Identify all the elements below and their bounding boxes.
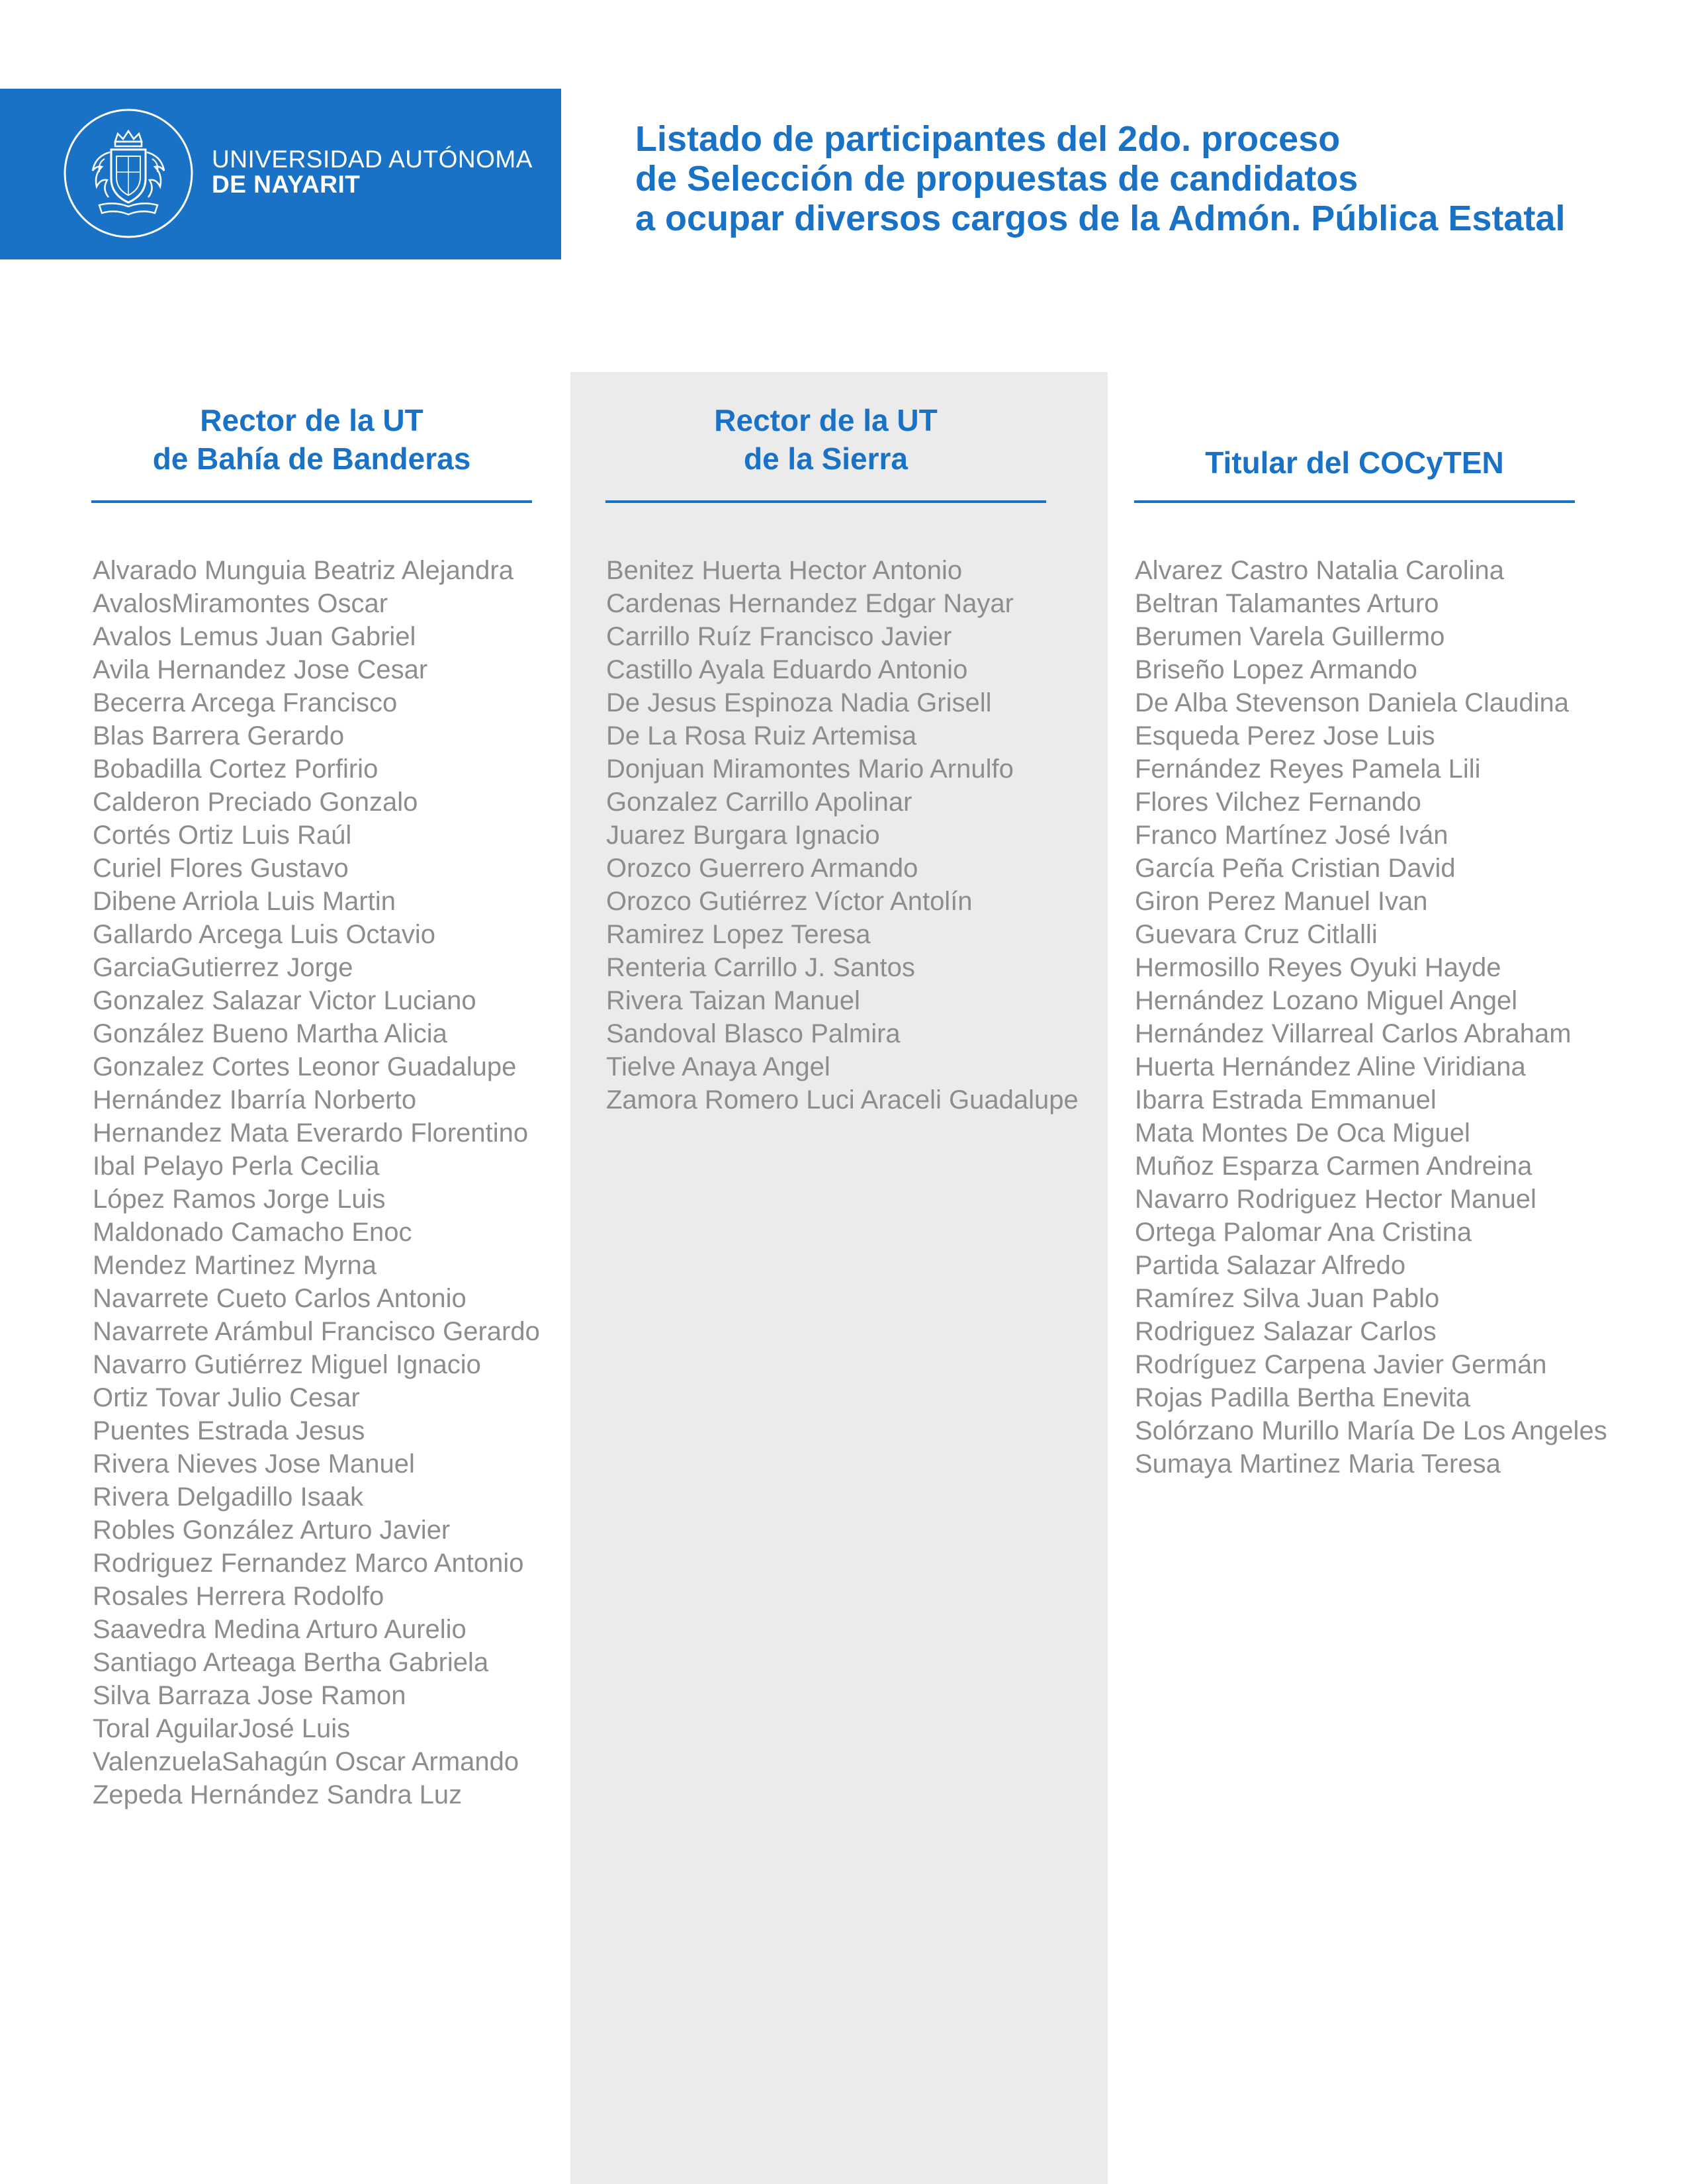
candidate-name: Blas Barrera Gerardo xyxy=(93,721,345,751)
candidate-name: Ortiz Tovar Julio Cesar xyxy=(93,1383,360,1412)
candidate-list-titular-cocyten xyxy=(1135,554,1607,1480)
candidate-name: Rodriguez Salazar Carlos xyxy=(1135,1317,1437,1346)
candidate-name: Cortés Ortiz Luis Raúl xyxy=(93,821,352,850)
candidate-name: Ibarra Estrada Emmanuel xyxy=(1135,1085,1437,1115)
column-divider-rule xyxy=(91,500,532,503)
university-name xyxy=(212,147,533,197)
candidate-name: Partida Salazar Alfredo xyxy=(1135,1251,1406,1280)
document-title-line: Listado de participantes del 2do. proceso xyxy=(635,119,1341,159)
candidate-name: Orozco Guerrero Armando xyxy=(606,854,918,883)
column-heading-line: de Bahía de Banderas xyxy=(152,441,471,476)
candidate-name: Rivera Nieves Jose Manuel xyxy=(93,1449,415,1479)
candidate-name: Castillo Ayala Eduardo Antonio xyxy=(606,655,968,684)
candidate-name: Rivera Delgadillo Isaak xyxy=(93,1482,364,1512)
candidate-list-ut-de-la-sierra xyxy=(606,554,1079,1116)
candidate-name: Orozco Gutiérrez Víctor Antolín xyxy=(606,887,973,916)
candidate-name: González Bueno Martha Alicia xyxy=(93,1019,447,1048)
candidate-name: Beltran Talamantes Arturo xyxy=(1135,589,1439,618)
column-heading-line: Titular del COCyTEN xyxy=(1205,445,1504,480)
candidate-name: Sandoval Blasco Palmira xyxy=(606,1019,901,1048)
candidate-name: De La Rosa Ruiz Artemisa xyxy=(606,721,917,751)
document-title xyxy=(635,119,1667,238)
candidate-name: Puentes Estrada Jesus xyxy=(93,1416,365,1445)
candidate-name: Santiago Arteaga Bertha Gabriela xyxy=(93,1648,489,1677)
candidate-name: Donjuan Miramontes Mario Arnulfo xyxy=(606,754,1014,784)
column-heading-line: Rector de la UT xyxy=(714,403,938,437)
candidate-name: Ibal Pelayo Perla Cecilia xyxy=(93,1152,380,1181)
candidate-name: Giron Perez Manuel Ivan xyxy=(1135,887,1428,916)
candidate-name: Muñoz Esparza Carmen Andreina xyxy=(1135,1152,1533,1181)
candidate-name: Guevara Cruz Citlalli xyxy=(1135,920,1378,949)
candidate-name: Tielve Anaya Angel xyxy=(606,1052,830,1081)
candidate-name: Gonzalez Salazar Victor Luciano xyxy=(93,986,476,1015)
candidate-name: Fernández Reyes Pamela Lili xyxy=(1135,754,1481,784)
candidate-name: Ortega Palomar Ana Cristina xyxy=(1135,1218,1472,1247)
column-heading-line: de la Sierra xyxy=(743,441,909,476)
candidate-name: Bobadilla Cortez Porfirio xyxy=(93,754,378,784)
candidate-name: Avalos Lemus Juan Gabriel xyxy=(93,622,416,651)
candidate-name: Huerta Hernández Aline Viridiana xyxy=(1135,1052,1526,1081)
candidate-name: Zepeda Hernández Sandra Luz xyxy=(93,1780,463,1809)
candidate-name: Benitez Huerta Hector Antonio xyxy=(606,556,963,585)
candidate-name: De Alba Stevenson Daniela Claudina xyxy=(1135,688,1569,717)
university-name-line1: UNIVERSIDAD AUTÓNOMA xyxy=(212,146,533,173)
candidate-name: Berumen Varela Guillermo xyxy=(1135,622,1445,651)
candidate-name: Calderon Preciado Gonzalo xyxy=(93,788,418,817)
candidate-name: Alvarez Castro Natalia Carolina xyxy=(1135,556,1505,585)
document-title-line: a ocupar diversos cargos de la Admón. Pública Estatal xyxy=(635,199,1566,238)
candidate-name: Gonzalez Cortes Leonor Guadalupe xyxy=(93,1052,517,1081)
candidate-name: Esqueda Perez Jose Luis xyxy=(1135,721,1435,751)
candidate-name: Navarro Rodriguez Hector Manuel xyxy=(1135,1185,1536,1214)
column-heading-line: Rector de la UT xyxy=(200,403,423,437)
candidate-name: Alvarado Munguia Beatriz Alejandra xyxy=(93,556,513,585)
document-title-line: de Selección de propuestas de candidatos xyxy=(635,159,1358,199)
candidate-name: Gonzalez Carrillo Apolinar xyxy=(606,788,912,817)
candidate-name: Carrillo Ruíz Francisco Javier xyxy=(606,622,952,651)
candidate-name: Ramirez Lopez Teresa xyxy=(606,920,871,949)
candidate-name: GarciaGutierrez Jorge xyxy=(93,953,353,982)
candidate-name: Becerra Arcega Francisco xyxy=(93,688,398,717)
candidate-name: Mata Montes De Oca Miguel xyxy=(1135,1118,1470,1148)
candidate-name: López Ramos Jorge Luis xyxy=(93,1185,386,1214)
candidate-name: Hermosillo Reyes Oyuki Hayde xyxy=(1135,953,1501,982)
candidate-name: Hernández Lozano Miguel Angel xyxy=(1135,986,1518,1015)
candidate-name: Hernandez Mata Everardo Florentino xyxy=(93,1118,529,1148)
column-heading-ut-bahia-de-banderas xyxy=(91,401,532,478)
candidate-name: García Peña Cristian David xyxy=(1135,854,1456,883)
university-name-line2: DE NAYARIT xyxy=(212,171,361,198)
candidate-name: Sumaya Martinez Maria Teresa xyxy=(1135,1449,1501,1479)
candidate-name: Cardenas Hernandez Edgar Nayar xyxy=(606,589,1014,618)
candidate-name: Hernández Ibarría Norberto xyxy=(93,1085,417,1115)
candidate-name: Toral AguilarJosé Luis xyxy=(93,1714,351,1743)
candidate-name: Rosales Herrera Rodolfo xyxy=(93,1582,384,1611)
candidate-name: Rodriguez Fernandez Marco Antonio xyxy=(93,1549,524,1578)
university-seal-icon xyxy=(62,107,195,240)
candidate-name: Franco Martínez José Iván xyxy=(1135,821,1448,850)
candidate-name: Zamora Romero Luci Araceli Guadalupe xyxy=(606,1085,1079,1115)
candidate-name: Silva Barraza Jose Ramon xyxy=(93,1681,406,1710)
candidate-name: Curiel Flores Gustavo xyxy=(93,854,349,883)
candidate-name: Navarrete Cueto Carlos Antonio xyxy=(93,1284,466,1313)
candidate-name: Dibene Arriola Luis Martin xyxy=(93,887,396,916)
candidate-name: Ramírez Silva Juan Pablo xyxy=(1135,1284,1440,1313)
candidate-name: AvalosMiramontes Oscar xyxy=(93,589,388,618)
candidate-name: Rojas Padilla Bertha Enevita xyxy=(1135,1383,1470,1412)
candidate-name: Flores Vilchez Fernando xyxy=(1135,788,1421,817)
column-divider-rule xyxy=(1134,500,1575,503)
column-divider-rule xyxy=(605,500,1046,503)
candidate-name: Briseño Lopez Armando xyxy=(1135,655,1417,684)
candidate-name: Saavedra Medina Arturo Aurelio xyxy=(93,1615,466,1644)
candidate-name: Navarrete Arámbul Francisco Gerardo xyxy=(93,1317,540,1346)
candidate-name: Solórzano Murillo María De Los Angeles xyxy=(1135,1416,1607,1445)
candidate-name: Navarro Gutiérrez Miguel Ignacio xyxy=(93,1350,481,1379)
candidate-list-ut-bahia-de-banderas xyxy=(93,554,540,1811)
candidate-name: Rivera Taizan Manuel xyxy=(606,986,860,1015)
candidate-name: Gallardo Arcega Luis Octavio xyxy=(93,920,436,949)
candidate-name: ValenzuelaSahagún Oscar Armando xyxy=(93,1747,519,1776)
candidate-name: Robles González Arturo Javier xyxy=(93,1516,451,1545)
candidate-name: Hernández Villarreal Carlos Abraham xyxy=(1135,1019,1572,1048)
column-heading-ut-de-la-sierra xyxy=(605,401,1046,478)
university-logo-band xyxy=(0,89,561,259)
candidate-name: De Jesus Espinoza Nadia Grisell xyxy=(606,688,992,717)
candidate-name: Avila Hernandez Jose Cesar xyxy=(93,655,428,684)
candidate-name: Juarez Burgara Ignacio xyxy=(606,821,880,850)
candidate-name: Mendez Martinez Myrna xyxy=(93,1251,377,1280)
candidate-name: Renteria Carrillo J. Santos xyxy=(606,953,915,982)
candidate-name: Rodríguez Carpena Javier Germán xyxy=(1135,1350,1547,1379)
column-heading-titular-cocyten xyxy=(1134,443,1575,482)
candidate-name: Maldonado Camacho Enoc xyxy=(93,1218,412,1247)
